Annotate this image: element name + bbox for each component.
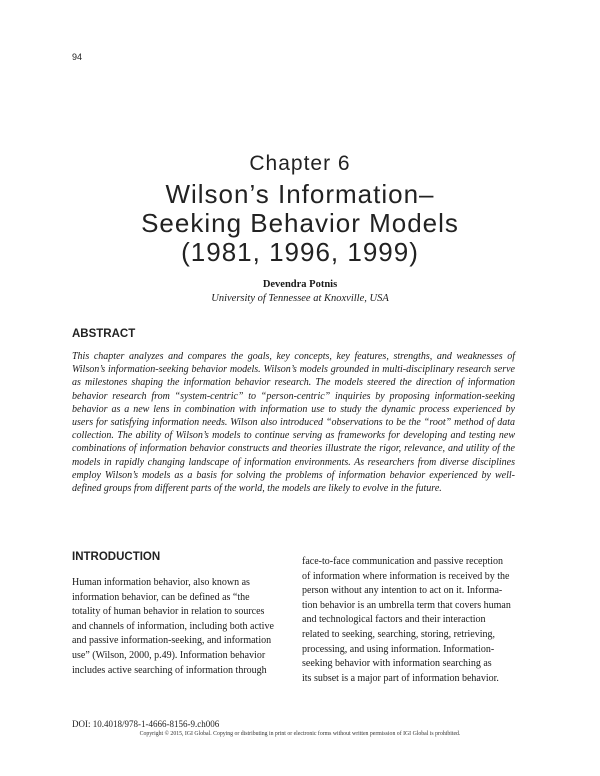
text-line: use” (Wilson, 2000, p.49). Information behavior: [72, 649, 266, 661]
introduction-heading: INTRODUCTION: [72, 551, 161, 563]
text-line: seeking behavior with information searching as: [302, 658, 492, 670]
text-line: and passive information-seeking, and information: [72, 635, 272, 647]
chapter-title-line: Wilson’s Information–: [165, 179, 435, 209]
abstract-text: This chapter analyzes and compares the goals, key concepts, key features, strengths, and weaknesses of Wilson’s information-seeking behavior models. Wilson’s models grounded in multi-disciplinary research serve as milestones shaping the information behavior research. The models steered the direction of information behavior research from “system-centric” to “person-centric” inquiries by proposing information-seeking behavior as a new lens in combination with information use to study the dynamic process experienced by users for satisfying information needs. Wilson also introduced “observations to be the “root” method of data collection. The ability of Wilson’s models to continue serving as frameworks for developing and testing new combinations of information behavior constructs and theories illustrate the rigor, relevance, and utility of the models in rapidly changing landscape of information environments. As researchers from diverse disciplines employ Wilson’s models as a basis for solving the problems of information behavior experienced by well-defined groups from different parts of the world, the models are likely to evolve in the future.: [72, 351, 515, 495]
text-line: information behavior, can be defined as “the: [72, 591, 250, 603]
author-name: Devendra Potnis: [262, 279, 338, 290]
text-line: Human information behavior, also known as: [72, 577, 250, 588]
text-line: totality of human behavior in relation to sources: [72, 606, 265, 618]
chapter-title-line: (1981, 1996, 1999): [181, 237, 419, 267]
chapter-label: Chapter 6: [249, 152, 351, 175]
text-line: its subset is a major part of information behavior.: [302, 672, 499, 684]
text-line: of information where information is received by the: [302, 570, 510, 582]
copyright-notice: Copyright © 2015, IGI Global. Copying or distributing in print or electronic forms without written permission of IGI Global is prohibited.: [139, 731, 461, 737]
author-affiliation: University of Tennessee at Knoxville, USA: [211, 293, 389, 304]
chapter-title: [0, 180, 600, 267]
text-line: and channels of information, including both active: [72, 620, 274, 632]
text-line: processing, and using information. Information-: [302, 643, 495, 655]
introduction-right-column: [302, 555, 514, 686]
introduction-left-column: [72, 576, 284, 678]
chapter-title-line: Seeking Behavior Models: [141, 208, 459, 238]
text-line: includes active searching of information through: [72, 664, 267, 676]
abstract-heading: ABSTRACT: [72, 328, 136, 340]
text-line: related to seeking, searching, storing, retrieving,: [302, 628, 495, 640]
doi-line: DOI: 10.4018/978-1-4666-8156-9.ch006: [72, 719, 220, 729]
page-number: 94: [72, 52, 83, 62]
text-line: person without any intention to act on it. Informa-: [302, 585, 503, 597]
text-line: tion behavior is an umbrella term that covers human: [302, 599, 511, 611]
text-line: and technological factors and their interaction: [302, 614, 486, 626]
text-line: face-to-face communication and passive reception: [302, 556, 504, 567]
